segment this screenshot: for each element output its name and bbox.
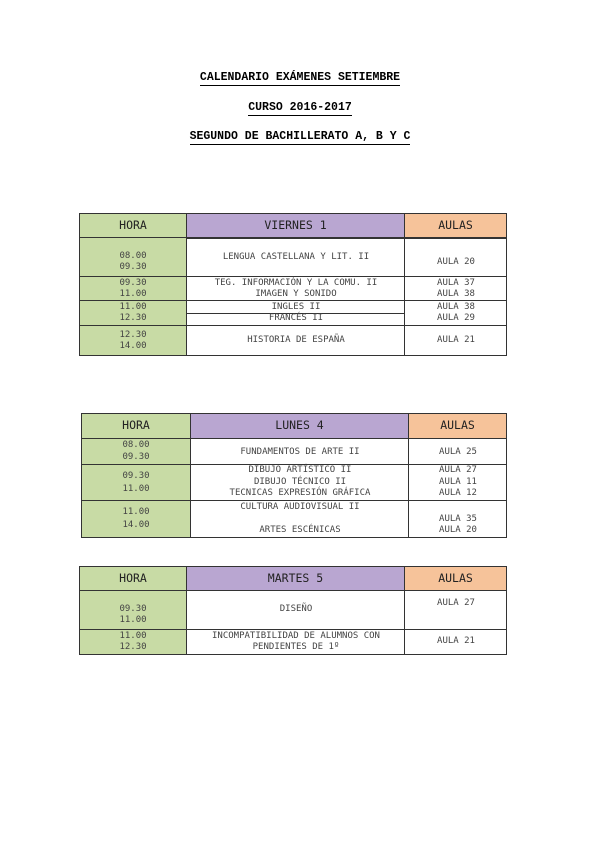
aula-cell: AULA 21 — [404, 326, 506, 355]
time-cell: 09.30 11.00 — [82, 465, 190, 501]
time-cell: 09.30 11.00 — [80, 591, 186, 630]
document-title: CALENDARIO EXÁMENES SETIEMBRE — [199, 71, 401, 84]
header-day: VIERNES 1 — [186, 214, 404, 238]
header-aulas: AULAS — [408, 414, 506, 439]
header-hora: HORA — [80, 214, 186, 238]
subject-cell: FUNDAMENTOS DE ARTE II — [190, 439, 408, 465]
time-cell: 12.30 14.00 — [80, 326, 186, 355]
subject-cell: INGLES II FRANCÉS II — [186, 301, 404, 326]
exam-table-viernes — [79, 213, 507, 356]
subject-cell: TEG. INFORMACIÓN Y LA COMU. II IMAGEN Y SONIDO — [186, 277, 404, 301]
subject-cell: DISEÑO — [186, 591, 404, 630]
time-cell: 11.00 12.30 — [80, 301, 186, 326]
header-aulas: AULAS — [404, 567, 506, 591]
header-day: LUNES 4 — [190, 414, 408, 439]
exam-table-lunes — [81, 413, 507, 538]
aula-cell: AULA 35 AULA 20 — [408, 501, 506, 537]
course-group: SEGUNDO DE BACHILLERATO A, B Y C — [189, 130, 411, 143]
subject-cell: INCOMPATIBILIDAD DE ALUMNOS CON PENDIENTES DE 1º — [186, 630, 404, 654]
header-day: MARTES 5 — [186, 567, 404, 591]
time-cell: 11.00 14.00 — [82, 501, 190, 537]
time-cell: 09.30 11.00 — [80, 277, 186, 301]
time-cell: 08.00 09.30 — [80, 238, 186, 277]
aula-cell: AULA 27 — [404, 591, 506, 630]
aula-cell: AULA 20 — [404, 238, 506, 277]
subject-cell: LENGUA CASTELLANA Y LIT. II — [186, 238, 404, 277]
header-aulas: AULAS — [404, 214, 506, 238]
header-hora: HORA — [82, 414, 190, 439]
aula-cell: AULA 25 — [408, 439, 506, 465]
time-cell: 11.00 12.30 — [80, 630, 186, 654]
aula-cell: AULA 38 AULA 29 — [404, 301, 506, 326]
time-cell: 08.00 09.30 — [82, 439, 190, 465]
header-hora: HORA — [80, 567, 186, 591]
subject-cell: DIBUJO ARTÍSTICO II DIBUJO TÉCNICO II TECNICAS EXPRESIÓN GRÁFICA — [190, 465, 408, 501]
course-year: CURSO 2016-2017 — [248, 101, 352, 114]
aula-cell: AULA 27 AULA 11 AULA 12 — [408, 465, 506, 501]
subject-cell: HISTORIA DE ESPAÑA — [186, 326, 404, 355]
subject-cell: CULTURA AUDIOVISUAL II ARTES ESCÉNICAS — [190, 501, 408, 537]
aula-cell: AULA 21 — [404, 630, 506, 654]
exam-table-martes — [79, 566, 507, 655]
aula-cell: AULA 37 AULA 38 — [404, 277, 506, 301]
